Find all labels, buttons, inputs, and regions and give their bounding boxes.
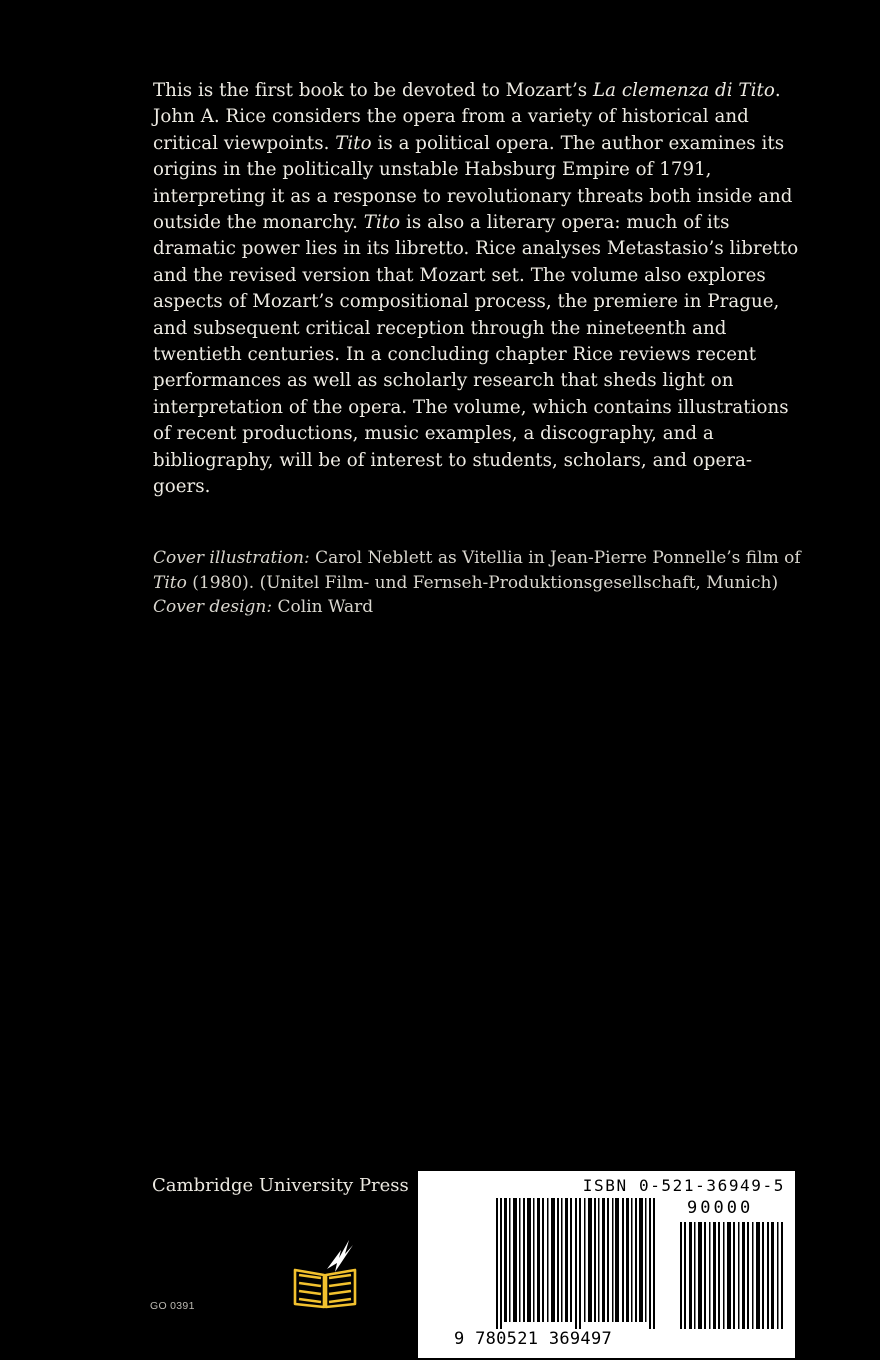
cover-design-credit: Cover design: Colin Ward (153, 597, 374, 618)
opera-title: La clemenza di Tito (593, 80, 775, 101)
blurb-text: is also a literary opera: much of its dramatic power lies in its libretto. Rice analyses Metastasio’s libretto and the revised version that Mozart set. The volume also explores aspects of Mozart’s compositional process, the premiere in Prague, and subsequent critical reception through the nineteenth and twentieth centuries. In a concluding chapter Rice reviews recent performances as well as scholarly research that sheds light on interpretation of the opera. The volume, which contains illustrations of recent productions, music examples, a discography, and a bibliography, will be of interest to students, scholars, and opera-goers. (153, 212, 799, 498)
isbn-number: ISBN 0-521-36949-5 (582, 1176, 785, 1195)
publisher-logo-icon (287, 1236, 363, 1312)
opera-title: Tito (363, 212, 401, 234)
cover-credits (153, 546, 803, 620)
credit-label: Cover design: (153, 597, 273, 618)
blurb-text: . John A. Rice considers the opera from a variety of historical and critical viewpoints. (153, 80, 781, 154)
blurb-text: is a political opera. The author examines its origins in the politically unstable Habsburg Empire of 1791, interpreting it as a response to revolutionary threats both inside and outside the monarchy. (153, 132, 793, 234)
cover-illustration-credit: Cover illustration: Carol Neblett as Vitellia in Jean-Pierre Ponnelle’s film of Tito (1980). (Unitel Film- und Fernseh-Produktionsgesellschaft, Munich) (153, 548, 801, 593)
opera-title: Tito (335, 132, 372, 154)
film-title: Tito (153, 572, 187, 593)
blurb-text: This is the first book to be devoted to Mozart’s (153, 80, 594, 101)
product-code: GO 0391 (150, 1300, 195, 1312)
barcode-panel (418, 1171, 795, 1358)
credit-label: Cover illustration: (153, 548, 310, 568)
publisher-name: Cambridge University Press (152, 1175, 409, 1196)
book-description (153, 78, 803, 501)
price-addon-number: 90000 (687, 1198, 754, 1218)
ean-number: 9 780521 369497 (454, 1329, 613, 1349)
